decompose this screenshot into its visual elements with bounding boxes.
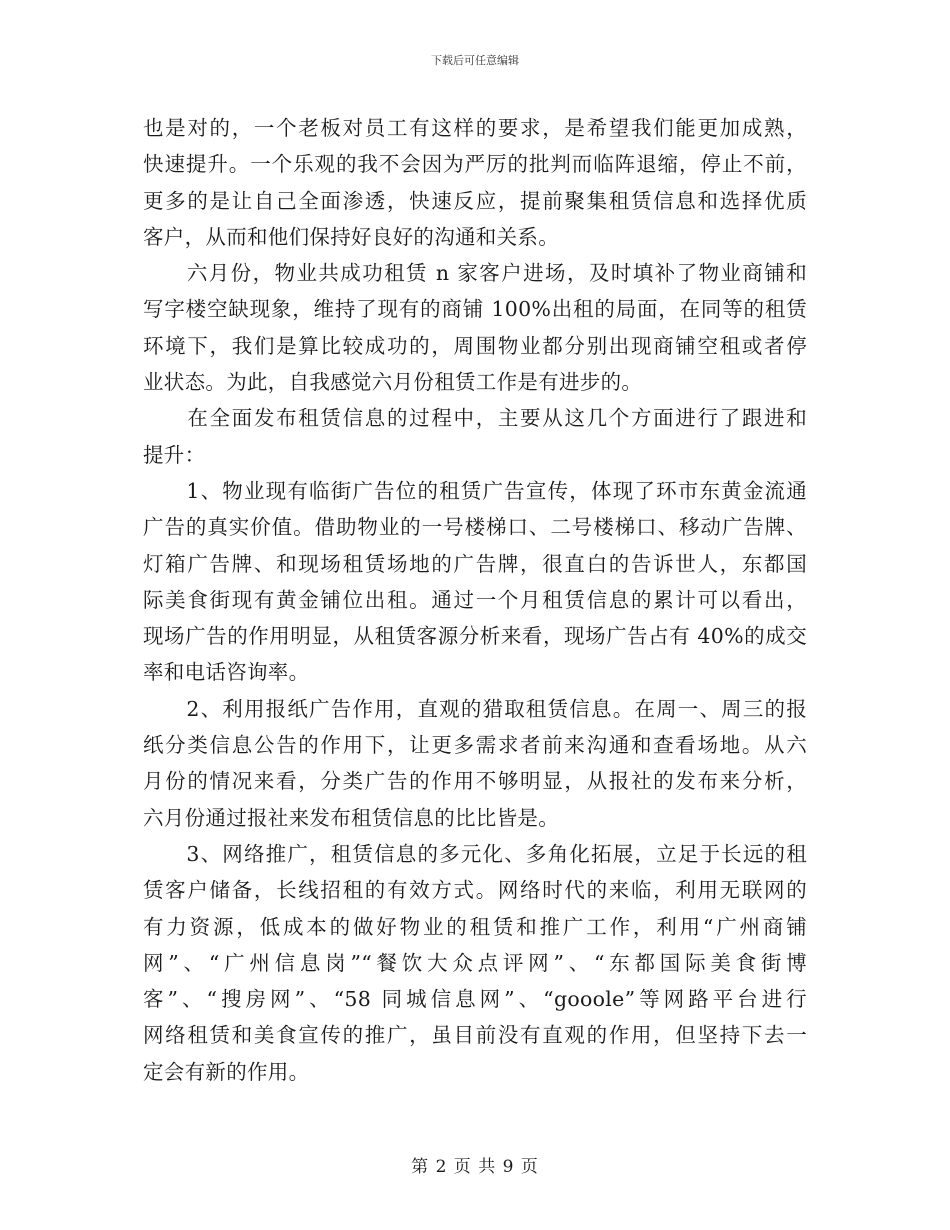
text-line: 客户，从而和他们保持好良好的沟通和关系。	[143, 224, 559, 249]
page-header: 下载后可任意编辑	[431, 54, 519, 67]
text-line: 写字楼空缺现象，维持了现有的商铺 100%出租的局面，在同等的租赁	[143, 297, 807, 322]
text-line: 提升：	[143, 442, 206, 467]
text-line: 业状态。为此，自我感觉六月份租赁工作是有进步的。	[143, 370, 643, 395]
text-line: 3、网络推广，租赁信息的多元化、多角化拓展，立足于长远的租	[143, 841, 807, 866]
text-line: 也是对的，一个老板对员工有这样的要求，是希望我们能更加成熟，	[143, 116, 807, 140]
text-line: 在全面发布租赁信息的过程中，主要从这几个方面进行了跟进和	[143, 406, 807, 431]
text-line: 定会有新的作用。	[143, 1059, 310, 1084]
text-line: 灯箱广告牌、和现场租赁场地的广告牌，很直白的告诉世人，东都国	[143, 551, 807, 576]
text-line: 快速提升。一个乐观的我不会因为严厉的批判而临阵退缩，停止不前，	[143, 152, 807, 177]
text-line: 率和电话咨询率。	[143, 660, 310, 685]
paragraph	[143, 110, 807, 255]
text-line: 现场广告的作用明显，从租赁客源分析来看，现场广告占有 40%的成交	[143, 624, 807, 649]
text-line: 际美食街现有黄金铺位出租。通过一个月租赁信息的累计可以看出，	[143, 587, 807, 612]
paragraph	[143, 400, 807, 473]
text-line: 广告的真实价值。借助物业的一号楼梯口、二号楼梯口、移动广告牌、	[143, 515, 807, 540]
text-line: 1、物业现有临街广告位的租赁广告宣传，体现了环市东黄金流通	[143, 478, 807, 503]
paragraph	[143, 691, 807, 836]
text-line: 六月份，物业共成功租赁 n 家客户进场，及时填补了物业商铺和	[143, 261, 807, 286]
text-line: 2、利用报纸广告作用，直观的猎取租赁信息。在周一、周三的报	[143, 696, 807, 721]
text-line: 六月份通过报社来发布租赁信息的比比皆是。	[143, 805, 559, 830]
text-line: 月份的情况来看，分类广告的作用不够明显，从报社的发布来分析，	[143, 769, 807, 794]
text-line: 纸分类信息公告的作用下，让更多需求者前来沟通和查看场地。从六	[143, 733, 807, 758]
paragraph	[143, 473, 807, 691]
text-line: 环境下，我们是算比较成功的，周围物业都分别出现商铺空租或者停	[143, 333, 807, 358]
text-line: 网”、“广州信息岗”“餐饮大众点评网”、“东都国际美食街博	[143, 950, 807, 975]
document-body	[143, 110, 807, 1090]
text-line: 赁客户储备，长线招租的有效方式。网络时代的来临，利用无联网的	[143, 878, 807, 903]
page-footer: 第 2 页 共 9 页	[411, 1157, 539, 1177]
text-line: 网络租赁和美食宣传的推广，虽目前没有直观的作用，但坚持下去一	[143, 1023, 807, 1048]
paragraph	[143, 255, 807, 400]
paragraph	[143, 836, 807, 1090]
text-line: 更多的是让自己全面渗透，快速反应，提前聚集租赁信息和选择优质	[143, 188, 807, 213]
text-line: 客”、“搜房网”、“58 同城信息网”、“gooole”等网路平台进行	[143, 987, 807, 1012]
text-line: 有力资源，低成本的做好物业的租赁和推广工作，利用“广州商铺	[143, 914, 807, 939]
